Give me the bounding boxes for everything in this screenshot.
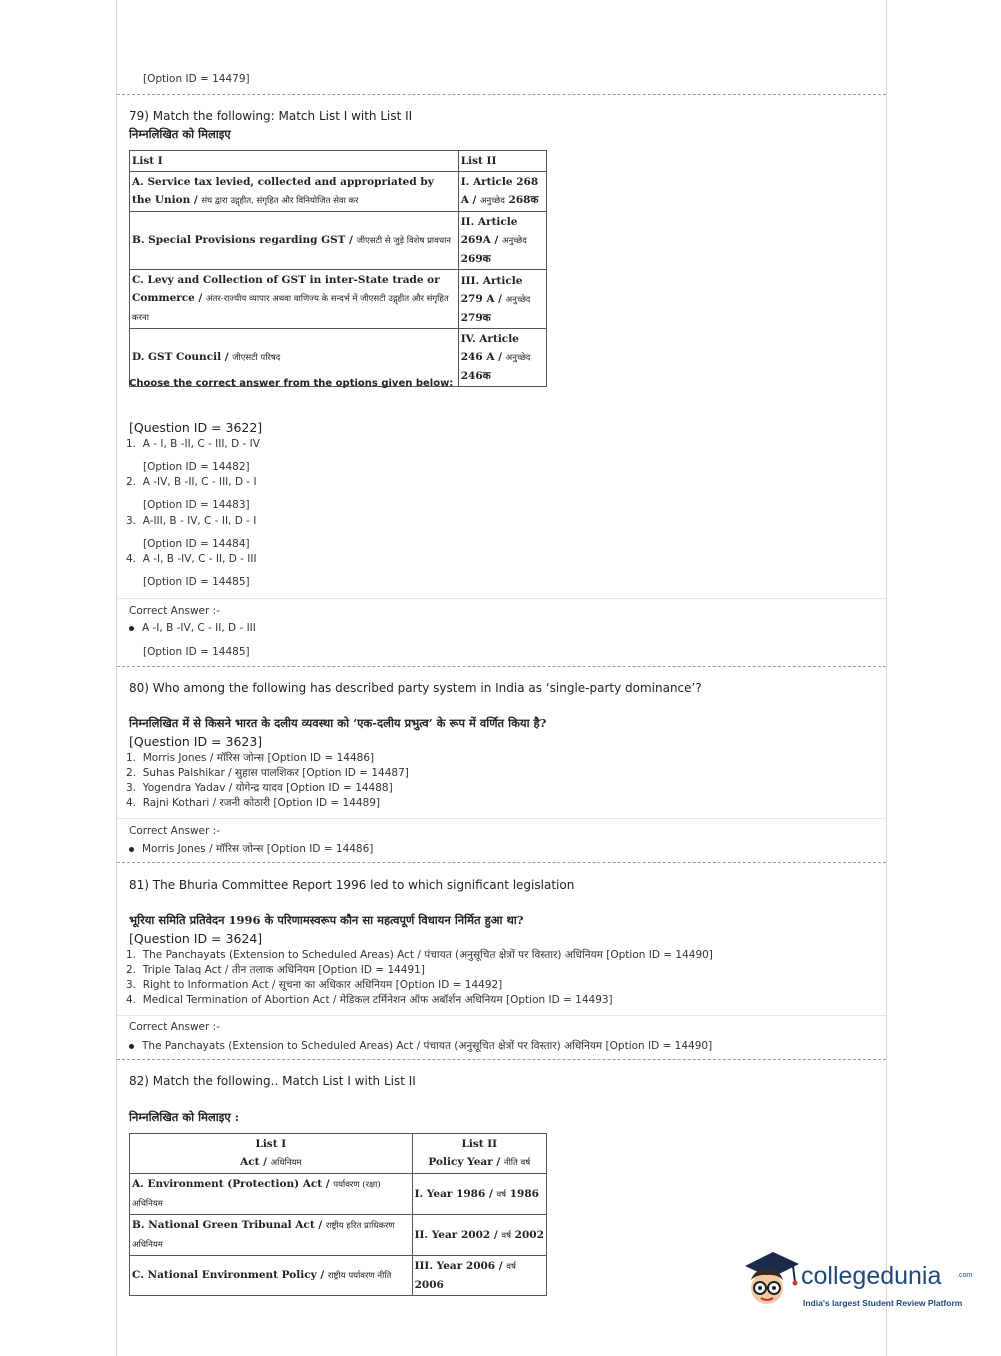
table-cell: A. Service tax levied, collected and appropriated by the Union / संघ द्वारा उद्गृहीत, संगृहित और विनियोजित सेवा कर (130, 172, 459, 212)
option-item: 3. Yogendra Yadav / योगेन्द्र यादव [Option ID = 14488] (126, 782, 393, 794)
logo-com: .com (957, 1272, 973, 1279)
table-cell: III. Year 2006 / वर्ष 2006 (412, 1256, 546, 1296)
divider (117, 862, 886, 863)
table-cell: I. Year 1986 / वर्ष 1986 (412, 1174, 546, 1215)
option-item: 2. A -IV, B -II, C - III, D - I (126, 476, 257, 488)
option-id: [Option ID = 14485] (143, 576, 250, 588)
question-id: [Question ID = 3624] (129, 931, 263, 946)
question-id: [Question ID = 3622] (129, 420, 263, 435)
correct-answer-label: Correct Answer :- (129, 605, 220, 617)
correct-answer: A -I, B -IV, C - II, D - III (129, 622, 256, 634)
divider (117, 598, 886, 599)
divider (117, 666, 886, 667)
table-header: List I Act / अधिनियम (130, 1134, 413, 1174)
option-id: [Option ID = 14485] (143, 646, 250, 658)
mascot-icon (741, 1250, 801, 1310)
divider (117, 94, 886, 95)
table-header: List II Policy Year / नीति वर्ष (412, 1134, 546, 1174)
option-item: 2. Triple Talaq Act / तीन तलाक अधिनियम [Option ID = 14491] (126, 964, 425, 976)
question-title: 79) Match the following: Match List I with List II (129, 109, 413, 123)
bullet-icon (129, 847, 134, 852)
table-header: List I (130, 151, 459, 172)
table-cell: A. Environment (Protection) Act / पर्यावरण (रक्षा) अधिनियम (130, 1174, 413, 1215)
option-item: 4. A -I, B -IV, C - II, D - III (126, 553, 257, 565)
question-id: [Question ID = 3623] (129, 734, 263, 749)
option-id: [Option ID = 14483] (143, 499, 250, 511)
bullet-icon (129, 626, 134, 631)
table-header: List II (458, 151, 546, 172)
match-table (129, 150, 547, 387)
option-item: 4. Rajni Kothari / रजनी कोठारी [Option ID = 14489] (126, 797, 381, 809)
table-cell: B. Special Provisions regarding GST / जीएसटी से जुड़े विशेष प्रावधान (130, 212, 459, 270)
instruction-text: Choose the correct answer from the options given below: (129, 378, 454, 389)
divider (117, 1015, 886, 1016)
divider (117, 1059, 886, 1060)
option-item: 3. A-III, B - IV, C - II, D - I (126, 515, 257, 527)
option-id: [Option ID = 14482] (143, 461, 250, 473)
logo-name: collegedunia (801, 1262, 942, 1290)
option-item: 3. Right to Information Act / सूचना का अधिकार अधिनियम [Option ID = 14492] (126, 979, 503, 991)
option-item: 2. Suhas Palshikar / सुहास पालशिकर [Option ID = 14487] (126, 767, 409, 779)
question-title: 82) Match the following.. Match List I with List II (129, 1074, 416, 1088)
question-title-hindi: निम्नलिखित में से किसने भारत के दलीय व्यवस्था को ‘एक-दलीय प्रभुत्व’ के रूप में वर्णित किया है? (129, 716, 547, 730)
correct-answer-label: Correct Answer :- (129, 825, 220, 837)
match-table (129, 1133, 547, 1296)
divider (117, 818, 886, 819)
option-id: [Option ID = 14484] (143, 538, 250, 550)
table-cell: D. GST Council / जीएसटी परिषद (130, 329, 459, 387)
question-title: 81) The Bhuria Committee Report 1996 led to which significant legislation (129, 878, 575, 892)
table-cell: II. Year 2002 / वर्ष 2002 (412, 1215, 546, 1256)
table-cell: C. National Environment Policy / राष्ट्रीय पर्यावरण नीति (130, 1256, 413, 1296)
question-title: 80) Who among the following has described party system in India as ‘single-party dominance’? (129, 681, 702, 695)
question-title-hindi: निम्नलिखित को मिलाइए (129, 127, 231, 141)
collegedunia-logo[interactable] (741, 1250, 971, 1320)
correct-answer-label: Correct Answer :- (129, 1021, 220, 1033)
question-title-hindi: निम्नलिखित को मिलाइए : (129, 1110, 240, 1124)
bullet-icon (129, 1044, 134, 1049)
option-item: 4. Medical Termination of Abortion Act / मेडिकल टर्मिनेशन ऑफ अबॉर्शन अधिनियम [Option ID = 14493] (126, 994, 613, 1006)
table-cell: C. Levy and Collection of GST in inter-State trade or Commerce / अंतर-राज्यीय व्यापार अथवा वाणिज्य के सन्दर्भ में जीएसटी उद्गृहीत और संगृहित करना (130, 270, 459, 329)
table-cell: II. Article 269A / अनुच्छेद 269क (458, 212, 546, 270)
table-cell: IV. Article 246 A / अनुच्छेद 246क (458, 329, 546, 387)
option-item: 1. Morris Jones / मॉरिस जोन्स [Option ID = 14486] (126, 752, 375, 764)
correct-answer: Morris Jones / मॉरिस जोन्स [Option ID = 14486] (129, 842, 373, 856)
option-item: 1. The Panchayats (Extension to Scheduled Areas) Act / पंचायत (अनुसूचित क्षेत्रों पर विस्तार) अधिनियम [Option ID = 14490] (126, 949, 713, 961)
option-id: [Option ID = 14479] (143, 73, 250, 85)
exam-page (116, 0, 887, 1356)
option-item: 1. A - I, B -II, C - III, D - IV (126, 438, 260, 450)
table-cell: III. Article 279 A / अनुच्छेद 279क (458, 270, 546, 329)
table-cell: I. Article 268 A / अनुच्छेद 268क (458, 172, 546, 212)
table-cell: B. National Green Tribunal Act / राष्ट्रीय हरित प्राधिकरण अधिनियम (130, 1215, 413, 1256)
correct-answer: The Panchayats (Extension to Scheduled Areas) Act / पंचायत (अनुसूचित क्षेत्रों पर विस्तार) अधिनियम [Option ID = 14490] (129, 1039, 712, 1053)
logo-tagline: India's largest Student Review Platform (803, 1298, 963, 1308)
question-title-hindi: भूरिया समिति प्रतिवेदन 1996 के परिणामस्वरूप कौन सा महत्वपूर्ण विधायन निर्मित हुआ था? (129, 913, 524, 927)
